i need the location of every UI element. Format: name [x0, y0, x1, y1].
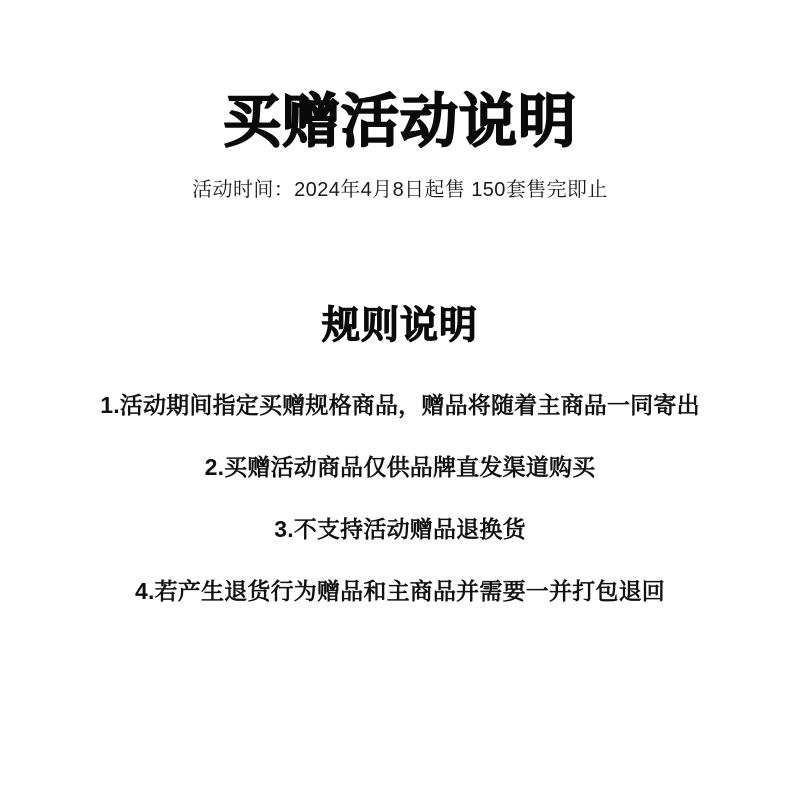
list-item: 1.活动期间指定买赠规格商品，赠品将随着主商品一同寄出	[100, 391, 700, 418]
rules-list	[20, 391, 780, 607]
activity-period-text: 活动时间：2024年4月8日起售 150套售完即止	[192, 178, 608, 201]
list-item: 2.买赠活动商品仅供品牌直发渠道购买	[204, 453, 596, 480]
page-title: 买赠活动说明	[222, 89, 577, 154]
list-item: 4.若产生退货行为赠品和主商品并需要一并打包退回	[135, 577, 665, 604]
section-title-rules: 规则说明	[321, 304, 478, 347]
list-item: 3.不支持活动赠品退换货	[274, 515, 526, 542]
